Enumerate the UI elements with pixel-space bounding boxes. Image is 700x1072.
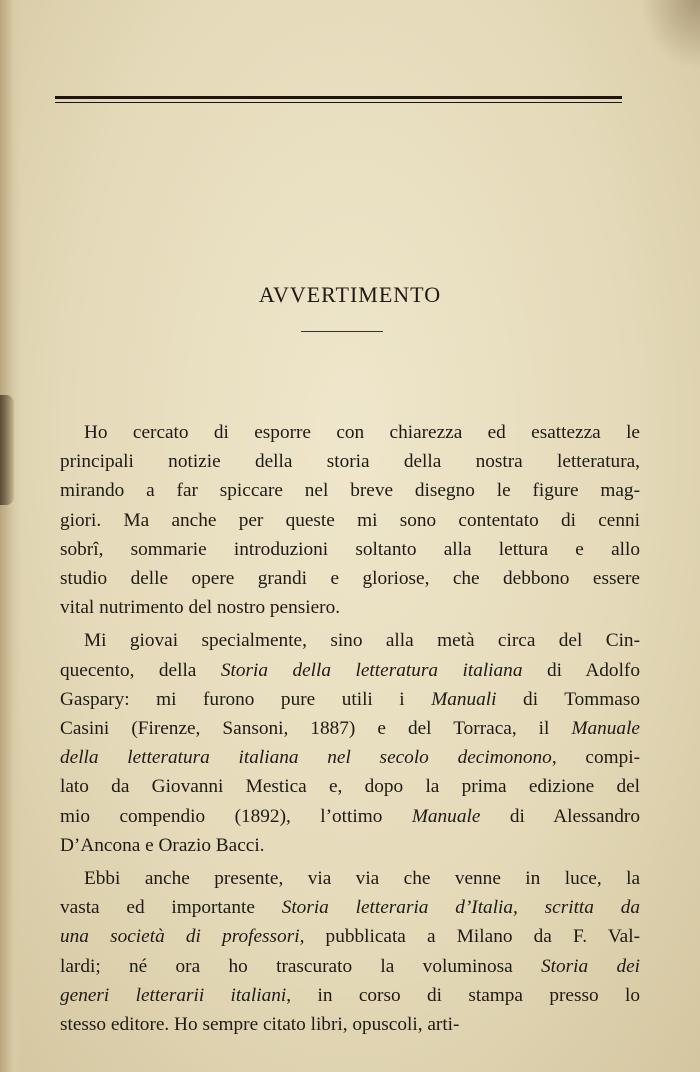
text-segment: , in corso di stampa presso lo (286, 984, 641, 1006)
text-segment: Ho cercato di esporre con chiarezza ed esattezza le (84, 422, 640, 443)
text-segment: di Alessandro (480, 805, 640, 827)
text-line (60, 564, 640, 593)
text-line (60, 743, 640, 772)
text-line (60, 981, 640, 1010)
text-segment: quecento, della (60, 659, 221, 681)
text-line (60, 831, 640, 860)
text-line (60, 922, 640, 951)
text-segment: giori. Ma anche per queste mi sono contentato di cenni (60, 509, 640, 531)
text-segment: Gaspary: mi furono pure utili i (60, 688, 432, 710)
italic-title-text: generi letterarii italiani (60, 984, 287, 1006)
text-segment: Casini (Firenze, Sansoni, 1887) e del Torraca, il (60, 718, 572, 740)
text-line (60, 772, 640, 801)
page-title: AVVERTIMENTO (258, 282, 442, 307)
text-line (60, 952, 640, 981)
text-line (60, 476, 640, 505)
text-segment: mio compendio (1892), l’ottimo (60, 805, 412, 827)
text-segment: Ebbi anche presente, via via che venne in luce, la (84, 868, 640, 890)
text-line (60, 447, 640, 476)
text-line (60, 714, 640, 743)
text-segment: vital nutrimento del nostro pensiero. (60, 597, 341, 619)
text-line (60, 535, 640, 564)
text-segment: , pubblicata a Milano da F. Val- (299, 926, 640, 948)
text-line (60, 418, 640, 447)
text-segment: D’Ancona e Orazio Bacci. (60, 834, 265, 856)
text-line (60, 802, 640, 831)
text-segment: vasta ed importante (60, 897, 282, 919)
text-segment: sobrî, sommarie introduzioni soltanto alla lettura e allo (60, 538, 640, 560)
text-line (60, 1010, 640, 1039)
text-segment: di Tommaso (496, 688, 640, 710)
italic-title-text: una società di professori (60, 926, 300, 948)
paragraph (60, 418, 640, 622)
italic-title-text: della letteratura italiana nel secolo decimonono (60, 747, 552, 769)
body-text (60, 418, 640, 1039)
italic-title-text: Manuale (411, 805, 481, 827)
page-corner-wear (640, 0, 700, 70)
paragraph (60, 626, 640, 860)
text-line (60, 656, 640, 685)
text-line (60, 864, 640, 893)
text-line (60, 593, 640, 622)
italic-title-text: Storia dei (540, 955, 641, 977)
page-edge-shadow (0, 0, 22, 1072)
text-segment: di Adolfo (522, 659, 640, 681)
text-line (60, 893, 640, 922)
text-line (60, 685, 640, 714)
header-rule-thick (55, 96, 622, 99)
text-segment: principali notizie della storia della nostra letteratura, (60, 451, 640, 473)
header-rule-thin (55, 102, 622, 103)
text-segment: studio delle opere grandi e gloriose, che debbono essere (60, 568, 640, 590)
text-segment: mirando a far spiccare nel breve disegno le figure mag- (60, 480, 640, 502)
title-underline (301, 331, 383, 332)
text-segment: lardi; né ora ho trascurato la voluminosa (60, 955, 541, 977)
text-line (60, 506, 640, 535)
paragraph (60, 864, 640, 1039)
italic-title-text: Manuali (431, 688, 497, 710)
text-segment: lato da Giovanni Mestica e, dopo la prima edizione del (60, 776, 640, 798)
text-line (60, 626, 640, 655)
page-edge-damage (0, 395, 14, 505)
text-segment: stesso editore. Ho sempre citato libri, opuscoli, arti- (60, 1014, 460, 1036)
text-segment: Mi giovai specialmente, sino alla metà circa del Cin- (84, 630, 640, 652)
italic-title-text: Storia della letteratura italiana (220, 659, 523, 681)
italic-title-text: Manuale (571, 718, 640, 740)
italic-title-text: Storia letteraria d’Italia, scritta da (281, 897, 640, 919)
text-segment: , compi- (551, 747, 640, 769)
